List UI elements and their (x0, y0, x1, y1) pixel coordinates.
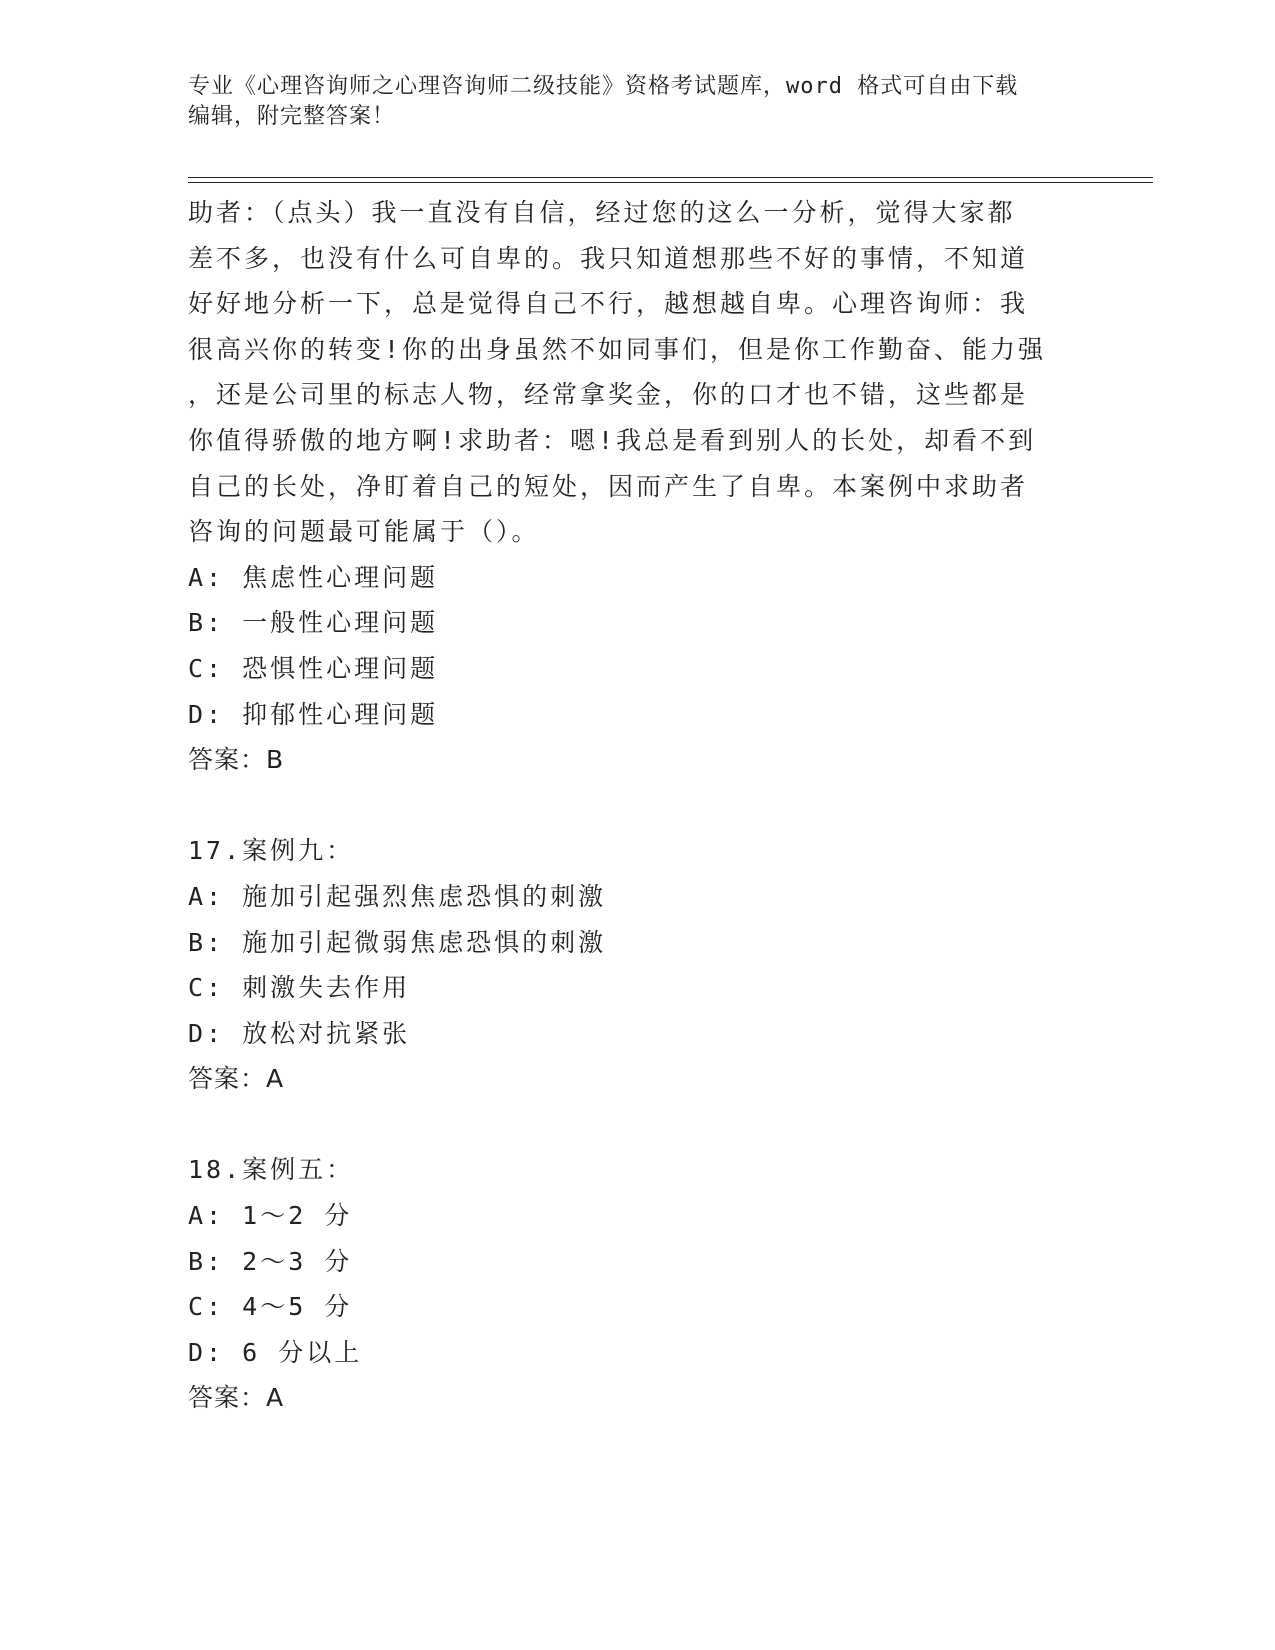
answer-line: 答案：B (188, 745, 285, 775)
stem-line: 助者：（点头）我一直没有自信，经过您的这么一分析，觉得大家都 (188, 198, 1016, 227)
option-b: B: 施加引起微弱焦虑恐惧的刺激 (188, 927, 607, 957)
stem-line: 好好地分析一下，总是觉得自己不行，越想越自卑。心理咨询师：我 (188, 289, 1029, 319)
header-line-2: 编辑，附完整答案！ (188, 104, 396, 129)
option-d: D: 放松对抗紧张 (188, 1018, 411, 1048)
answer-line: 答案：A (188, 1383, 285, 1413)
stem-line: 你值得骄傲的地方啊!求助者：嗯!我总是看到别人的长处，却看不到 (188, 425, 1037, 455)
option-d: D: 6 分以上 (188, 1337, 363, 1367)
stem-line: 咨询的问题最可能属于（）。 (188, 517, 540, 547)
question-content (188, 190, 1088, 1421)
question-17 (188, 828, 1088, 1102)
option-b: B: 2～3 分 (188, 1246, 353, 1276)
option-c: C: 恐惧性心理问题 (188, 653, 439, 683)
header-line-1: 专业《心理咨询师之心理咨询师二级技能》资格考试题库，word 格式可自由下载 (188, 74, 1019, 99)
question-title: 17.案例九： (188, 836, 355, 866)
option-c: C: 刺激失去作用 (188, 973, 411, 1003)
spacer (188, 1102, 1088, 1148)
header-divider-top (188, 177, 1153, 178)
option-c: C: 4～5 分 (188, 1292, 353, 1322)
question-16 (188, 190, 1088, 783)
stem-line: ，还是公司里的标志人物，经常拿奖金，你的口才也不错，这些都是 (188, 380, 1029, 410)
answer-line: 答案：A (188, 1064, 285, 1094)
option-a: A: 1～2 分 (188, 1201, 353, 1231)
stem-line: 自己的长处，净盯着自己的短处，因而产生了自卑。本案例中求助者 (188, 471, 1029, 501)
option-b: B: 一般性心理问题 (188, 608, 439, 638)
question-stem (188, 190, 1068, 555)
question-title: 18.案例五： (188, 1155, 355, 1185)
spacer (188, 783, 1088, 829)
document-header (188, 72, 1088, 132)
stem-line: 很高兴你的转变!你的出身虽然不如同事们，但是你工作勤奋、能力强 (188, 334, 1047, 364)
header-divider-bottom (188, 182, 1153, 183)
question-18 (188, 1147, 1088, 1421)
option-d: D: 抑郁性心理问题 (188, 699, 439, 729)
option-a: A: 焦虑性心理问题 (188, 562, 439, 592)
option-a: A: 施加引起强烈焦虑恐惧的刺激 (188, 881, 607, 911)
stem-line: 差不多，也没有什么可自卑的。我只知道想那些不好的事情，不知道 (188, 243, 1029, 273)
